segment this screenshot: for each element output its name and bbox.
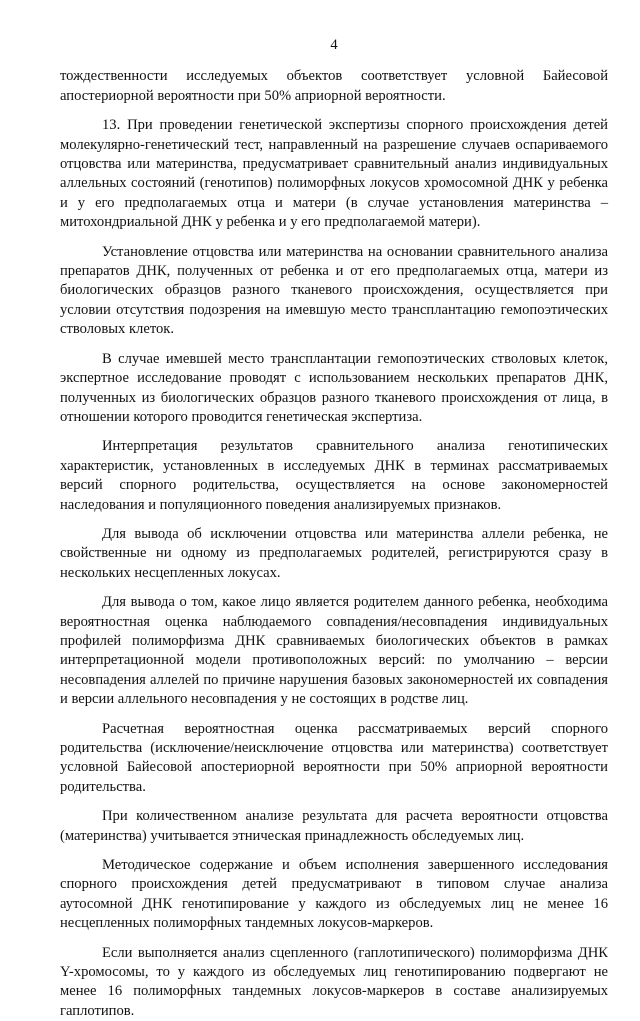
paragraph-calculated-estimate: Расчетная вероятностная оценка рассматриваемых версий спорного родительства (исключение/неисключение отцовства или материнства) соответствует условной Байесовой апостериорной вероятности при 50% априорной вероятности родительства. (60, 720, 608, 795)
paragraph-exclusion: Для вывода об исключении отцовства или материнства аллели ребенка, не свойственные ни одному из предполагаемых родителей, регистрируются сразу в нескольких несцепленных локусах. (60, 525, 608, 581)
paragraph-establishment: Установление отцовства или материнства на основании сравнительного анализа препаратов ДНК, полученных от ребенка и от его предполагаемых отца, матери из биологических образцов разного тканевого происхождения, осуществляется при условии отсутствия подозрения на имевшую место трансплантацию гемопоэтических стволовых клеток. (60, 243, 608, 338)
paragraph-continuation: тождественности исследуемых объектов соответствует условной Байесовой апостериорной вероятности при 50% априорной вероятности. (60, 68, 608, 104)
paragraph-y-chromosome: Если выполняется анализ сцепленного (гаплотипического) полиморфизма ДНК Y-хромосомы, то у каждого из обследуемых лиц генотипированию подвергают не менее 16 полиморфных тандемных локусов-маркеров в составе анализируемых гаплотипов. (60, 944, 608, 1019)
paragraph-quantitative-analysis: При количественном анализе результата для расчета вероятности отцовства (материнства) учитывается этническая принадлежность обследуемых лиц. (60, 808, 608, 844)
paragraph-transplantation: В случае имевшей место трансплантации гемопоэтических стволовых клеток, экспертное исследование проводят с использованием нескольких препаратов ДНК, полученных из биологических образцов разного тканевого происхождения от лица, в отношении которого проводится генетическая экспертиза. (60, 350, 608, 425)
document-page (60, 36, 608, 1021)
paragraph-interpretation: Интерпретация результатов сравнительного анализа генотипических характеристик, установленных в исследуемых ДНК в терминах рассматриваемых версий спорного родительства, осуществляется на основе закономерностей наследования и популяционного поведения анализируемых признаков. (60, 438, 608, 513)
page-number: 4 (330, 37, 338, 53)
paragraph-methodical-content: Методическое содержание и объем исполнения завершенного исследования спорного происхождения детей предусматривают в типовом случае анализа аутосомной ДНК генотипирование у каждого из обследуемых лиц не менее 16 несцепленных полиморфных тандемных локусов-маркеров. (60, 857, 608, 932)
paragraph-13-intro: 13. При проведении генетической экспертизы спорного происхождения детей молекулярно-генетический тест, направленный на разрешение случаев оспариваемого отцовства или материнства, предусматривает сравнительный анализ индивидуальных аллельных состояний (генотипов) полиморфных локусов хромосомной ДНК у ребенка и у его предполагаемых отца и матери (в случае установления материнства – митохондриальной ДНК у ребенка и у его предполагаемой матери). (60, 117, 608, 231)
paragraph-probability-assessment: Для вывода о том, какое лицо является родителем данного ребенка, необходима вероятностная оценка наблюдаемого совпадения/несовпадения индивидуальных профилей полиморфизма ДНК сравниваемых биологических объектов в рамках интерпретационной модели противоположных версий: по умолчанию – версии несовпадения аллелей по причине нарушения базовых закономерностей их совпадения и версии аллельного несовпадения у не состоящих в родстве лиц. (60, 594, 608, 708)
